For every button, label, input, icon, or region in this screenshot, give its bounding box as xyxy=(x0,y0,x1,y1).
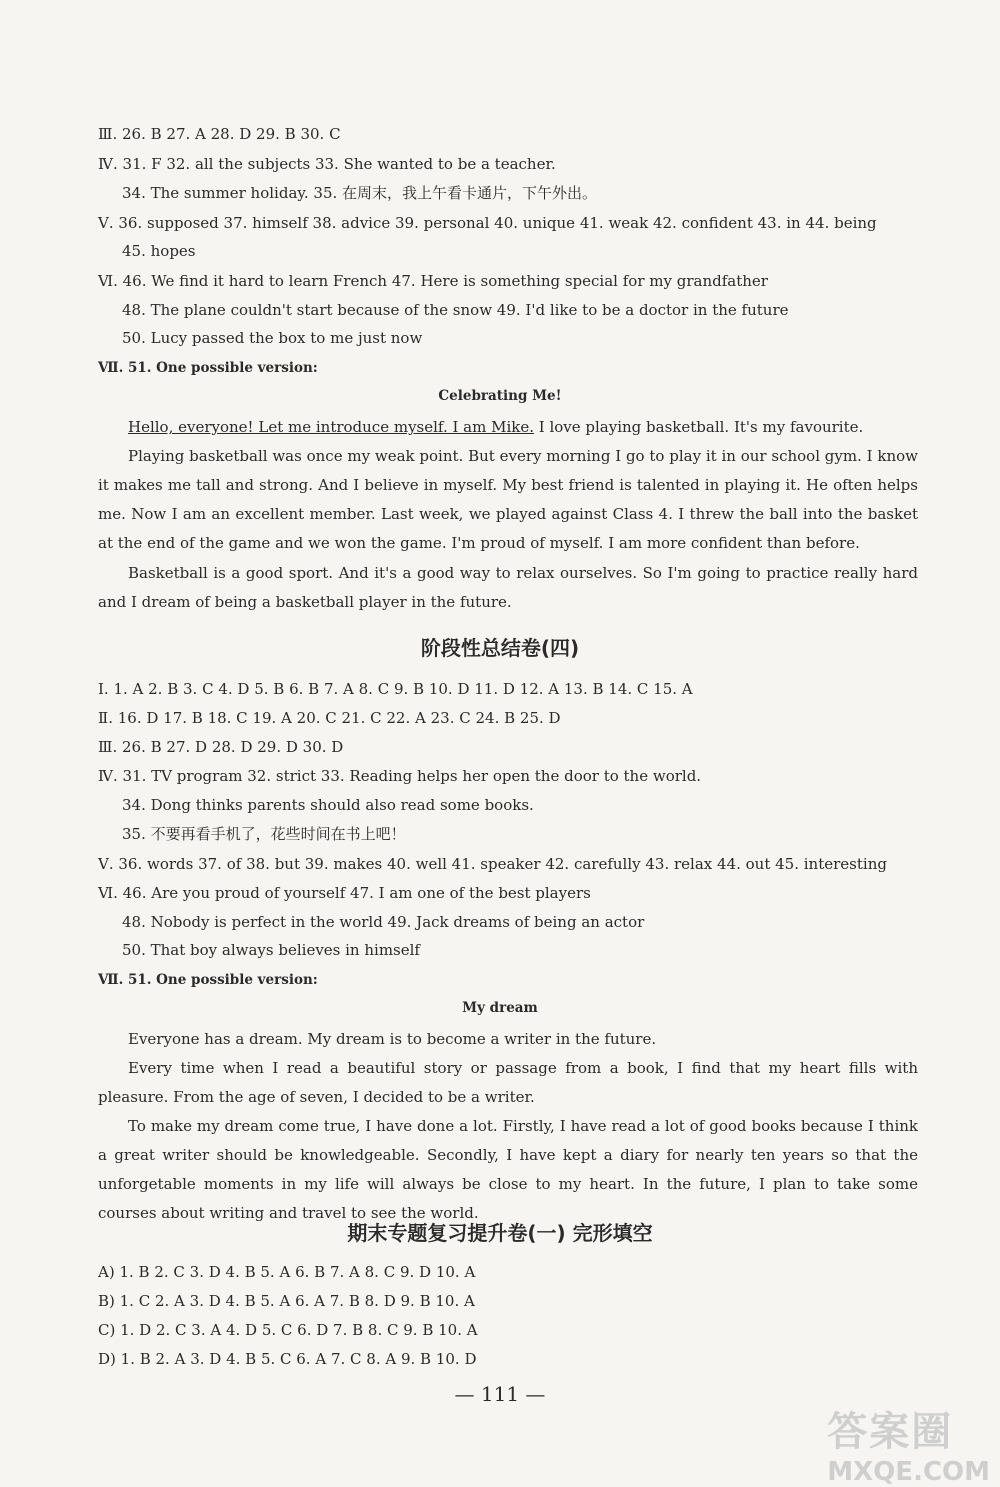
answer-line: C) 1. D 2. C 3. A 4. D 5. C 6. D 7. B 8. C 9. B 10. A xyxy=(98,1321,478,1339)
answer-line: Ⅴ. 36. words 37. of 38. but 39. makes 40. well 41. speaker 42. carefully 43. relax 44. out 45. interesting xyxy=(98,855,887,873)
section-title: 期末专题复习提升卷(一) 完形填空 xyxy=(347,1221,653,1245)
answer-line: Ⅳ. 31. F 32. all the subjects 33. She wanted to be a teacher. xyxy=(98,155,556,173)
answer-line: 50. That boy always believes in himself xyxy=(122,941,420,959)
section-title: 阶段性总结卷(四) xyxy=(420,636,580,660)
essay-paragraph: Everyone has a dream. My dream is to become a writer in the future. xyxy=(128,1030,657,1048)
answer-line: Ⅲ. 26. B 27. A 28. D 29. B 30. C xyxy=(98,125,341,143)
answer-line: A) 1. B 2. C 3. D 4. B 5. A 6. B 7. A 8. C 9. D 10. A xyxy=(98,1263,476,1281)
answer-line: Ⅵ. 46. We find it hard to learn French 47. Here is something special for my grandfather xyxy=(98,272,768,290)
writing-header: Ⅶ. 51. One possible version: xyxy=(98,360,318,376)
paragraph-text: I love playing basketball. It's my favourite. xyxy=(534,418,864,436)
watermark-url: MXQE.COM xyxy=(827,1457,990,1487)
answer-line: D) 1. B 2. A 3. D 4. B 5. C 6. A 7. C 8. A 9. B 10. D xyxy=(98,1350,477,1368)
writing-header: Ⅶ. 51. One possible version: xyxy=(98,972,318,988)
essay-paragraph: Playing basketball was once my weak point. But every morning I go to play it in our school gym. I know it makes me tall and strong. And I believe in myself. My best friend is talented in playing it. He often helps me. Now I am an excellent member. Last week, we played against Class 4. I threw the ball into the basket at the end of the game and we won the game. I'm proud of myself. I am more confident than before. xyxy=(98,447,918,552)
answer-line: Ⅱ. 16. D 17. B 18. C 19. A 20. C 21. C 22. A 23. C 24. B 25. D xyxy=(98,709,561,727)
answer-line: Ⅰ. 1. A 2. B 3. C 4. D 5. B 6. B 7. A 8. C 9. B 10. D 11. D 12. A 13. B 14. C 15. A xyxy=(98,680,693,698)
answer-line: Ⅳ. 31. TV program 32. strict 33. Reading helps her open the door to the world. xyxy=(98,767,702,785)
essay-title: Celebrating Me! xyxy=(438,388,562,404)
answer-line: Ⅵ. 46. Are you proud of yourself 47. I am one of the best players xyxy=(98,884,591,902)
answer-line: Ⅲ. 26. B 27. D 28. D 29. D 30. D xyxy=(98,738,344,756)
essay-paragraph: Basketball is a good sport. And it's a good way to relax ourselves. So I'm going to practice really hard and I dream of being a basketball player in the future. xyxy=(98,564,918,611)
essay-paragraph: To make my dream come true, I have done a lot. Firstly, I have read a lot of good books because I think a great writer should be knowledgeable. Secondly, I have kept a diary for nearly ten years so that the unforgetable moments in my life will always be close to my heart. In the future, I plan to take some courses about writing and travel to see the world. xyxy=(98,1117,918,1222)
watermark-logo-text: 答案圈 xyxy=(827,1409,954,1455)
answer-line: B) 1. C 2. A 3. D 4. B 5. A 6. A 7. B 8. D 9. B 10. A xyxy=(98,1292,475,1310)
underlined-sentence: Hello, everyone! Let me introduce myself. I am Mike. xyxy=(128,418,534,436)
essay-paragraph xyxy=(98,413,918,442)
answer-line: 34. The summer holiday. 35. 在周末，我上午看卡通片，下午外出。 xyxy=(122,184,598,202)
essay-paragraph: Every time when I read a beautiful story or passage from a book, I find that my heart fills with pleasure. From the age of seven, I decided to be a writer. xyxy=(98,1059,918,1106)
watermark-logo xyxy=(827,1400,990,1487)
answer-line: 48. The plane couldn't start because of the snow 49. I'd like to be a doctor in the future xyxy=(122,301,789,319)
page-number: — 111 — xyxy=(454,1382,546,1406)
answer-line: 50. Lucy passed the box to me just now xyxy=(122,329,423,347)
answer-line: Ⅴ. 36. supposed 37. himself 38. advice 39. personal 40. unique 41. weak 42. confident 43. in 44. being xyxy=(98,214,877,232)
answer-line: 35. 不要再看手机了，花些时间在书上吧！ xyxy=(122,825,406,843)
answer-line: 34. Dong thinks parents should also read some books. xyxy=(122,796,534,814)
answer-line: 45. hopes xyxy=(122,242,196,260)
essay-title: My dream xyxy=(462,1000,538,1016)
answer-line: 48. Nobody is perfect in the world 49. Jack dreams of being an actor xyxy=(122,913,645,931)
